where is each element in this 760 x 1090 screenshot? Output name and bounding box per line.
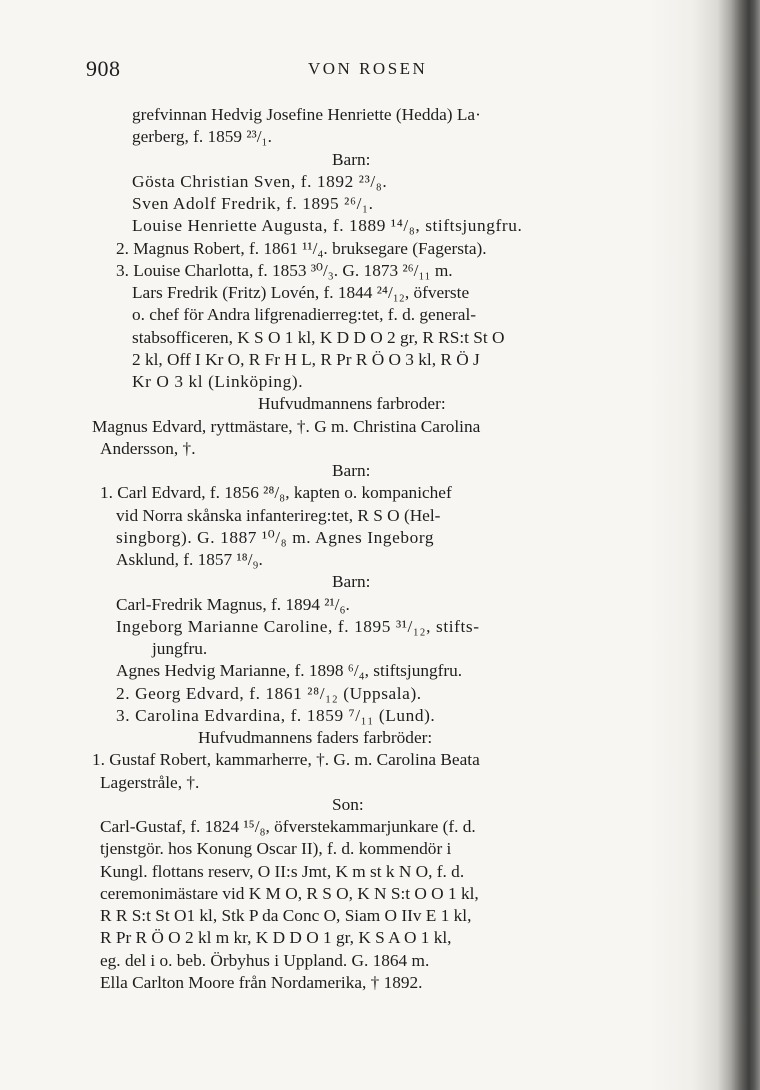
text-line: Agnes Hedvig Marianne, f. 1898 ⁶/₄, stiftsjungfru. — [116, 661, 463, 681]
text-line: Carl-Fredrik Magnus, f. 1894 ²¹/₆. — [116, 594, 350, 614]
text-line: gerberg, f. 1859 ²³/₁. — [132, 127, 272, 147]
running-head: VON ROSEN — [308, 59, 428, 78]
text-line: Lars Fredrik (Fritz) Lovén, f. 1844 ²⁴/₁₂, öfverste — [132, 283, 470, 302]
text-line: Ella Carlton Moore från Nordamerika, † 1892. — [100, 972, 423, 992]
genealogy-text — [92, 104, 652, 994]
text-line: ceremonimästare vid K M O, R S O, K N S:t O O 1 kl, — [100, 883, 479, 903]
text-line: 2. Magnus Robert, f. 1861 ¹¹/₄. bruksegare (Fagersta). — [116, 238, 487, 258]
text-line: Magnus Edvard, ryttmästare, †. G m. Christina Carolina — [92, 416, 481, 436]
text-line: Carl-Gustaf, f. 1824 ¹⁵/₈, öfverstekammarjunkare (f. d. — [100, 817, 476, 836]
section-heading: Barn: — [332, 572, 371, 592]
text-line: Louise Henriette Augusta, f. 1889 ¹⁴/₈, stiftsjungfru. — [132, 216, 523, 236]
text-line: R Pr R Ö O 2 kl m kr, K D D O 1 gr, K S A O 1 kl, — [100, 928, 452, 948]
text-line: vid Norra skånska infanterireg:tet, R S O (Hel- — [116, 505, 441, 525]
text-line: Ingeborg Marianne Caroline, f. 1895 ³¹/₁₂, stifts- — [116, 616, 480, 636]
page-number: 908 — [86, 56, 121, 81]
section-heading: Barn: — [332, 461, 371, 480]
text-line: Andersson, †. — [100, 438, 196, 458]
text-line: Kr O 3 kl (Linköping). — [132, 372, 304, 391]
text-line: o. chef för Andra lifgrenadierreg:tet, f. d. general- — [132, 305, 477, 325]
text-line: singborg). G. 1887 ¹⁰/₈ m. Agnes Ingeborg — [116, 527, 435, 547]
text-line: 2. Georg Edvard, f. 1861 ²⁸/₁₂ (Uppsala). — [116, 683, 422, 703]
text-line: Lagerstråle, †. — [100, 772, 200, 792]
text-line: tjenstgör. hos Konung Oscar II), f. d. kommendör i — [100, 839, 452, 859]
text-line: 1. Carl Edvard, f. 1856 ²⁸/₈, kapten o. kompanichef — [100, 483, 452, 503]
page-header — [0, 56, 760, 86]
text-line: Kungl. flottans reserv, O II:s Jmt, K m st k N O, f. d. — [100, 861, 465, 881]
text-line: Gösta Christian Sven, f. 1892 ²³/₈. — [132, 171, 388, 191]
text-line: 2 kl, Off I Kr O, R Fr H L, R Pr R Ö O 3 kl, R Ö J — [132, 349, 480, 369]
text-line: 3. Carolina Edvardina, f. 1859 ⁷/₁₁ (Lund). — [116, 705, 436, 725]
page-edge-shadow — [648, 0, 760, 1090]
text-line: jungfru. — [152, 639, 208, 658]
text-line: Asklund, f. 1857 ¹⁸/₉. — [116, 550, 263, 569]
text-line: 3. Louise Charlotta, f. 1853 ³⁰/₃. G. 1873 ²⁶/₁₁ m. — [116, 260, 453, 280]
section-heading: Son: — [332, 794, 364, 814]
text-line: 1. Gustaf Robert, kammarherre, †. G. m. Carolina Beata — [92, 750, 480, 770]
section-heading: Barn: — [332, 149, 371, 169]
text-line: eg. del i o. beb. Örbyhus i Uppland. G. 1864 m. — [100, 950, 430, 970]
section-heading: Hufvudmannens farbroder: — [258, 394, 446, 414]
text-line: Sven Adolf Fredrik, f. 1895 ²⁶/₁. — [132, 194, 374, 213]
section-heading: Hufvudmannens faders farbröder: — [198, 728, 433, 747]
text-line: R R S:t St O1 kl, Stk P da Conc O, Siam O IIv E 1 kl, — [100, 906, 472, 925]
text-line: grefvinnan Hedvig Josefine Henriette (Hedda) La· — [132, 105, 481, 124]
text-line: stabsofficeren, K S O 1 kl, K D D O 2 gr, R RS:t St O — [132, 327, 505, 347]
